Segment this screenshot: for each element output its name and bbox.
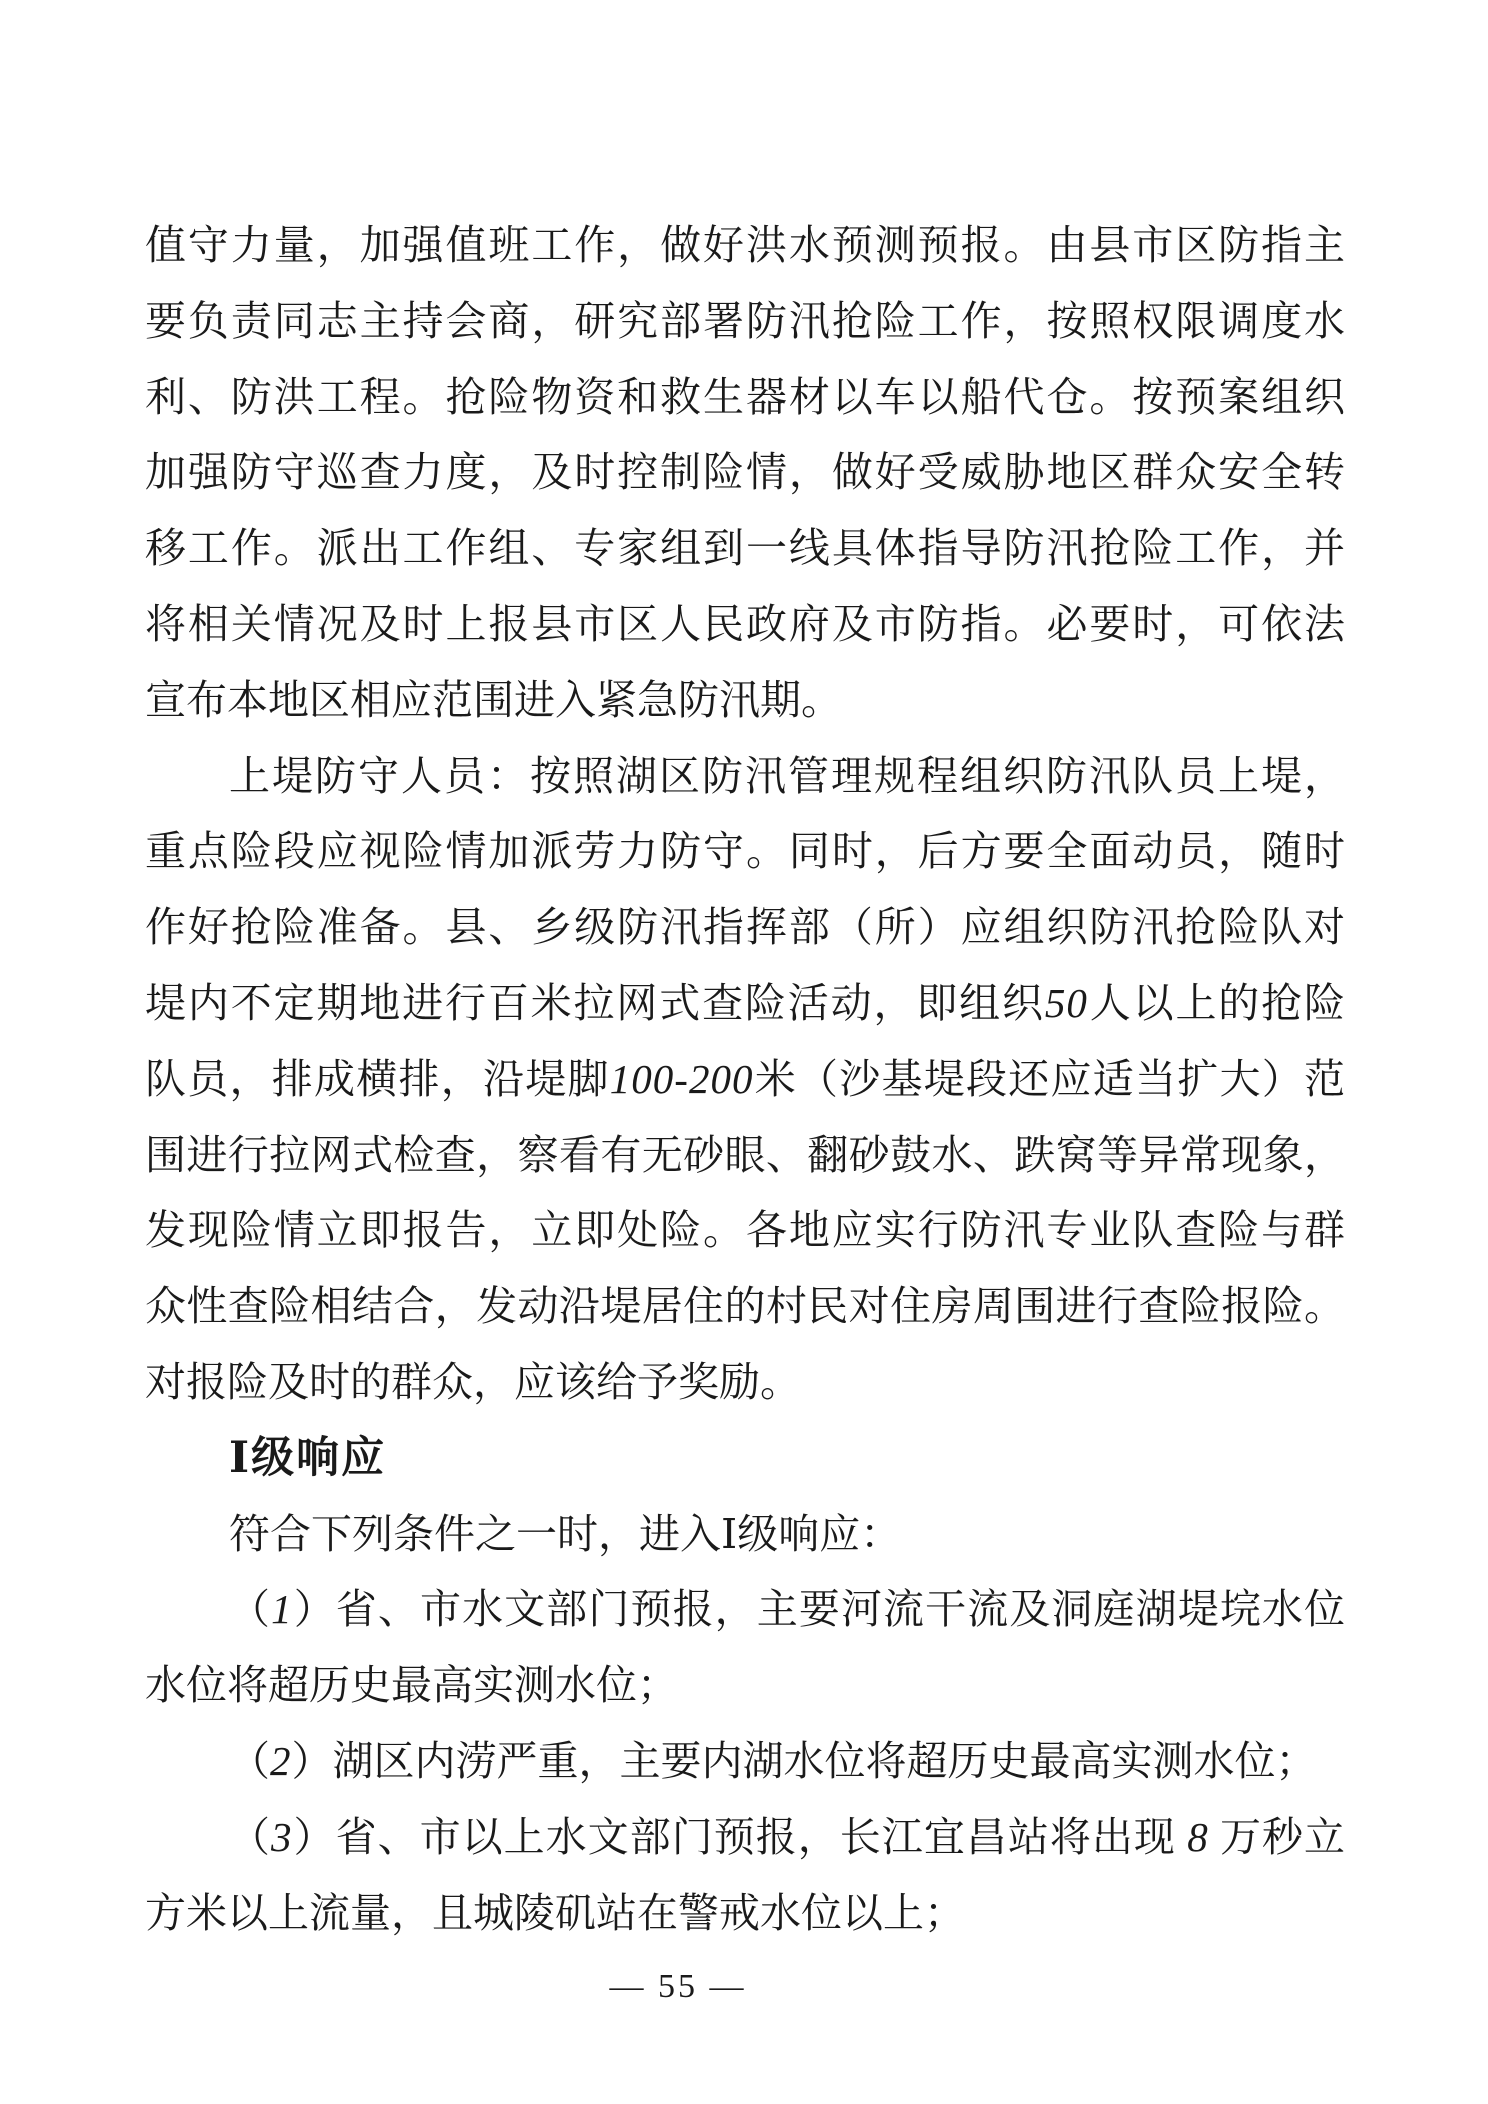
list-item-1-line — [145, 1572, 1345, 1648]
document-body — [145, 208, 1345, 1951]
list-item-3-line — [145, 1800, 1345, 1876]
paragraph-line: 值守力量，加强值班工作，做好洪水预测预报。由县市区防指主 — [145, 222, 1345, 268]
numeral-8: 8 — [1187, 1813, 1209, 1860]
text-run: （ — [229, 1737, 270, 1784]
numeral-2: 2 — [270, 1737, 292, 1784]
text-run: ）省、市以上水文部门预报，长江宜昌站将出现 — [292, 1813, 1188, 1860]
numeral-50: 50 — [1044, 979, 1088, 1026]
text-run: 队员，排成横排，沿堤脚 — [145, 1055, 610, 1102]
list-item-1-line: 水位将超历史最高实测水位； — [145, 1662, 678, 1709]
paragraph-line — [145, 966, 1345, 1042]
section-heading-level1-response: Ⅰ级响应 — [229, 1434, 387, 1482]
text-run: ）省、市水文部门预报，主要河流干流及洞庭湖堤垸水位 — [292, 1586, 1346, 1633]
numeral-1: 1 — [271, 1586, 293, 1633]
paragraph-line: 移工作。派出工作组、专家组到一线具体指导防汛抢险工作，并 — [145, 525, 1345, 572]
paragraph-line: 要负责同志主持会商，研究部署防汛抢险工作，按照权限调度水 — [145, 297, 1345, 344]
paragraph-line: 众性查险相结合，发动沿堤居住的村民对住房周围进行查险报险。 — [145, 1283, 1345, 1330]
list-item-2-line — [145, 1724, 1345, 1800]
paragraph-line: 对报险及时的群众，应该给予奖励。 — [145, 1358, 801, 1405]
paragraph-line: 围进行拉网式检查，察看有无砂眼、翻砂鼓水、跌窝等异常现象， — [145, 1131, 1345, 1178]
paragraph-line: 作好抢险准备。县、乡级防汛指挥部（所）应组织防汛抢险队对 — [145, 904, 1345, 951]
text-run: 万秒立 — [1208, 1813, 1346, 1860]
paragraph-line: 加强防守巡查力度，及时控制险情，做好受威胁地区群众安全转 — [145, 449, 1345, 496]
paragraph-line — [145, 1042, 1345, 1118]
text-run: ）湖区内涝严重，主要内湖水位将超历史最高实测水位； — [291, 1737, 1317, 1784]
paragraph-line: 利、防洪工程。抢险物资和救生器材以车以船代仓。按预案组织 — [145, 373, 1345, 420]
paragraph-line: 上堤防守人员：按照湖区防汛管理规程组织防汛队员上堤， — [229, 752, 1345, 799]
list-item-3-line: 方米以上流量，且城陵矶站在警戒水位以上； — [145, 1889, 965, 1936]
paragraph-line: 发现险情立即报告，立即处险。各地应实行防汛专业队查险与群 — [145, 1207, 1345, 1254]
text-run: 堤内不定期地进行百米拉网式查险活动，即组织 — [145, 979, 1045, 1026]
text-run: 米（沙基堤段还应适当扩大）范 — [753, 1055, 1346, 1102]
text-run: 人以上的抢险 — [1087, 979, 1346, 1026]
paragraph-line: 将相关情况及时上报县市区人民政府及市防指。必要时，可依法 — [145, 600, 1345, 647]
page-number: — 55 — — [609, 1968, 747, 2005]
text-run: （ — [229, 1586, 272, 1633]
numeral-100-200: 100-200 — [609, 1055, 754, 1102]
paragraph-line: 符合下列条件之一时，进入Ⅰ级响应： — [229, 1510, 902, 1557]
paragraph-line: 重点险段应视险情加派劳力防守。同时，后方要全面动员，随时 — [145, 828, 1345, 875]
numeral-3: 3 — [271, 1813, 293, 1860]
paragraph-line: 宣布本地区相应范围进入紧急防汛期。 — [145, 676, 842, 723]
text-run: （ — [229, 1813, 272, 1860]
